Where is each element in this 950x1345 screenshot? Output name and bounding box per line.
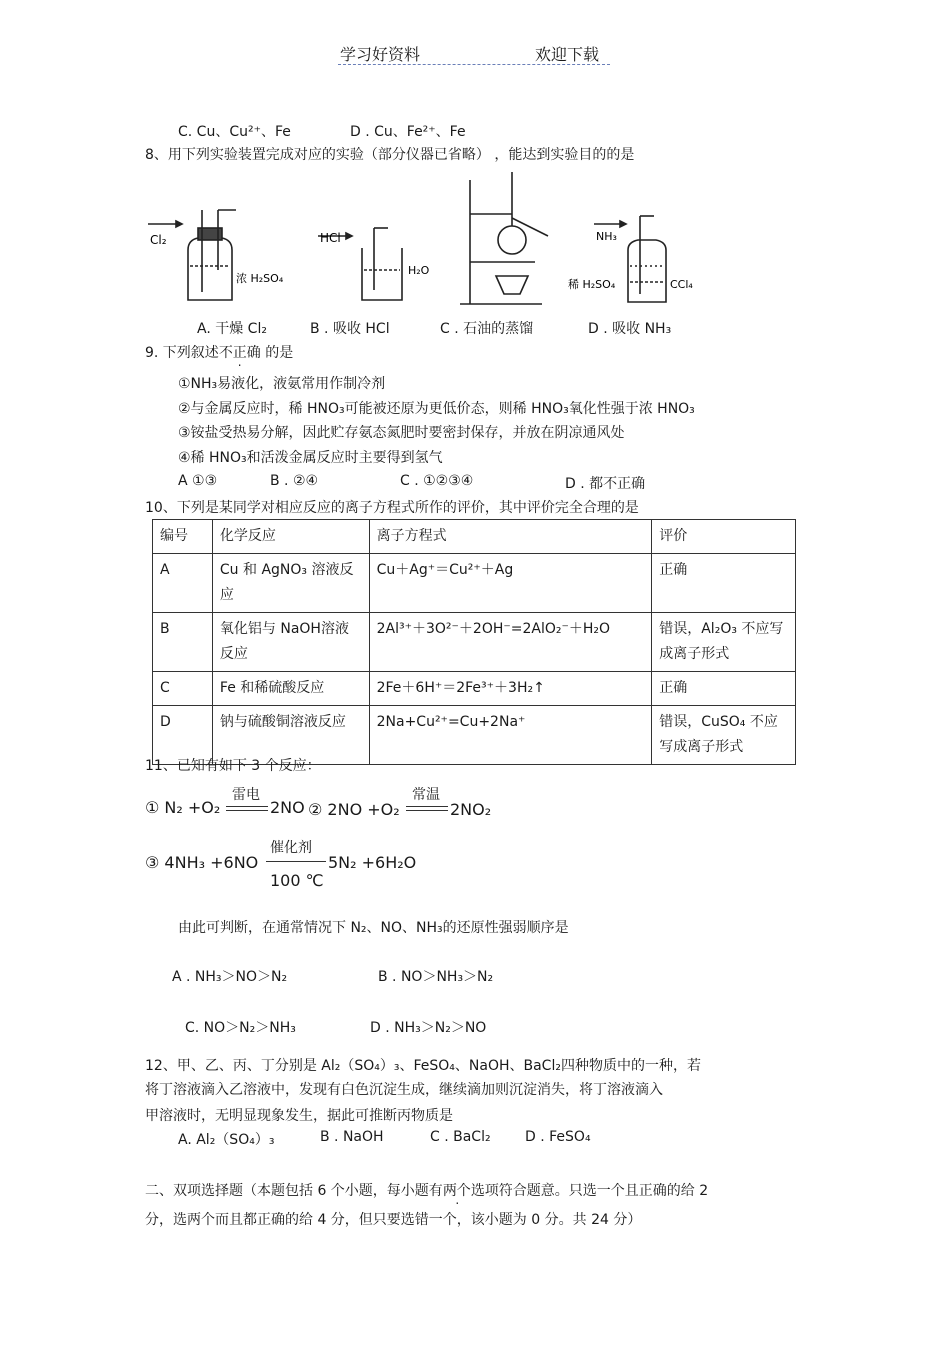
q8-stem: 8、用下列实验装置完成对应的实验（部分仪器已省略） ，能达到实验目的的是 — [145, 147, 635, 163]
section2-line-1-post: 选项符合题意。只选一个且正确的给 2 — [470, 1183, 709, 1199]
q8-option-c: C . 石油的蒸馏 — [440, 321, 534, 337]
q9-option-d: D . 都不正确 — [565, 476, 646, 492]
q10-evaluation-table — [152, 519, 796, 765]
table-header-cell: 离子方程式 — [369, 520, 652, 554]
row-reaction: 钠与硫酸铜溶液反应 — [212, 706, 369, 765]
section2-line-2: 分，选两个而且都正确的给 4 分，但只要选错一个，该小题为 0 分。共 24 分） — [145, 1212, 642, 1228]
q11-r1-equals — [226, 806, 268, 811]
q8-apparatus-figure — [140, 170, 710, 310]
section2-line-1-pre: 二、双项选择题（本题包括 6 个小题，每小题有 — [145, 1183, 443, 1199]
q12-line-3: 甲溶液时，无明显现象发生，据此可推断丙物质是 — [145, 1108, 453, 1124]
row-evaluation: 错误，Al₂O₃ 不应写成离子形式 — [652, 613, 796, 672]
header-left: 学习好资料 — [340, 45, 421, 64]
row-evaluation: 正确 — [652, 554, 796, 613]
header-divider — [338, 64, 610, 65]
table-row — [153, 613, 796, 672]
q9-stem-pre: 9. 下列叙述 — [145, 345, 219, 361]
q11-r3-temperature: 100 ℃ — [270, 871, 324, 890]
q9-item-3: ③铵盐受热易分解，因此贮存氨态氮肥时要密封保存，并放在阴凉通风处 — [178, 425, 625, 441]
table-header-row — [153, 520, 796, 554]
row-evaluation: 错误，CuSO₄ 不应写成离子形式 — [652, 706, 796, 765]
q11-r2-left: ② 2NO +O₂ — [308, 800, 400, 819]
q11-r2-condition: 常温 — [412, 787, 440, 803]
row-equation: Cu＋Ag⁺＝Cu²⁺＋Ag — [369, 554, 652, 613]
q11-r1-left: ① N₂ +O₂ — [145, 798, 221, 817]
q11-r3-bar — [266, 861, 326, 862]
label-h2so4-conc: 浓 H₂SO₄ — [236, 272, 284, 285]
row-evaluation: 正确 — [652, 672, 796, 706]
label-nh3: NH₃ — [596, 230, 617, 243]
q11-option-d: D . NH₃＞N₂＞NO — [370, 1020, 487, 1036]
q12-line-2: 将丁溶液滴入乙溶液中，发现有白色沉淀生成，继续滴加则沉淀消失，将丁溶液滴入 — [145, 1082, 663, 1098]
q12-option-d: D . FeSO₄ — [525, 1129, 591, 1145]
label-cl2: Cl₂ — [150, 233, 167, 247]
row-id: B — [153, 613, 213, 672]
section2-emphasis: 两个 — [442, 1183, 471, 1199]
q7-option-d: D . Cu、Fe²⁺、Fe — [350, 124, 466, 140]
table-header-cell: 化学反应 — [212, 520, 369, 554]
q7-option-c: C. Cu、Cu²⁺、Fe — [178, 124, 291, 140]
row-equation: 2Fe＋6H⁺＝2Fe³⁺＋3H₂↑ — [369, 672, 652, 706]
q9-stem — [145, 342, 293, 362]
q8-option-d: D . 吸收 NH₃ — [588, 321, 672, 337]
row-equation: 2Al³⁺＋3O²⁻＋2OH⁻=2AlO₂⁻＋H₂O — [369, 613, 652, 672]
q9-item-1: ①NH₃易液化，液氨常用作制冷剂 — [178, 376, 386, 392]
q12-option-b: B . NaOH — [320, 1129, 384, 1145]
q8-option-a: A. 干燥 Cl₂ — [197, 321, 267, 337]
label-ccl4: CCl₄ — [670, 278, 693, 291]
q11-r3-right: 5N₂ +6H₂O — [328, 853, 417, 872]
header-right: 欢迎下载 — [535, 45, 600, 64]
q11-r3-catalyst: 催化剂 — [270, 840, 312, 856]
row-reaction: Fe 和稀硫酸反应 — [212, 672, 369, 706]
table-header-cell: 评价 — [652, 520, 796, 554]
row-reaction: Cu 和 AgNO₃ 溶液反应 — [212, 554, 369, 613]
q11-r1-condition: 雷电 — [232, 787, 260, 803]
section2-line-1 — [145, 1180, 708, 1200]
q11-r2-right: 2NO₂ — [450, 800, 492, 819]
q9-stem-emphasis: 不正确 — [218, 345, 261, 361]
q9-stem-post: 的是 — [260, 345, 294, 361]
label-h2so4-dil: 稀 H₂SO₄ — [568, 278, 616, 291]
q11-r2-equals — [406, 806, 448, 811]
q11-r1-right: 2NO — [270, 798, 305, 817]
label-h2o: H₂O — [408, 264, 430, 277]
q12-line-1: 12、甲、乙、丙、丁分别是 Al₂（SO₄）₃、FeSO₄、NaOH、BaCl₂四种物质中的一种，若 — [145, 1058, 701, 1074]
q11-option-b: B . NO＞NH₃＞N₂ — [378, 969, 494, 985]
q9-option-b: B . ②④ — [270, 473, 319, 489]
q12-option-c: C . BaCl₂ — [430, 1129, 491, 1145]
table-row — [153, 554, 796, 613]
q9-item-4: ④稀 HNO₃和活泼金属反应时主要得到氢气 — [178, 450, 443, 466]
q10-stem: 10、下列是某同学对相应反应的离子方程式所作的评价，其中评价完全合理的是 — [145, 500, 639, 516]
q9-option-a: A ①③ — [178, 473, 218, 489]
row-id: D — [153, 706, 213, 765]
row-id: C — [153, 672, 213, 706]
q12-option-a: A. Al₂（SO₄）₃ — [178, 1132, 275, 1148]
q11-stem: 11、已知有如下 3 个反应： — [145, 758, 321, 774]
row-reaction: 氧化铝与 NaOH溶液反应 — [212, 613, 369, 672]
q11-option-a: A . NH₃＞NO＞N₂ — [172, 969, 288, 985]
q9-option-c: C . ①②③④ — [400, 473, 474, 489]
q8-option-b: B . 吸收 HCl — [310, 321, 390, 337]
q11-option-c: C. NO＞N₂＞NH₃ — [185, 1020, 296, 1036]
table-row — [153, 672, 796, 706]
table-header-cell: 编号 — [153, 520, 213, 554]
label-hcl: HCl — [320, 231, 341, 245]
row-equation: 2Na+Cu²⁺=Cu+2Na⁺ — [369, 706, 652, 765]
q11-r3-left: ③ 4NH₃ +6NO — [145, 853, 259, 872]
q11-question: 由此可判断，在通常情况下 N₂、NO、NH₃的还原性强弱顺序是 — [178, 920, 569, 936]
q9-item-2: ②与金属反应时，稀 HNO₃可能被还原为更低价态，则稀 HNO₃氧化性强于浓 HNO₃ — [178, 401, 695, 417]
row-id: A — [153, 554, 213, 613]
